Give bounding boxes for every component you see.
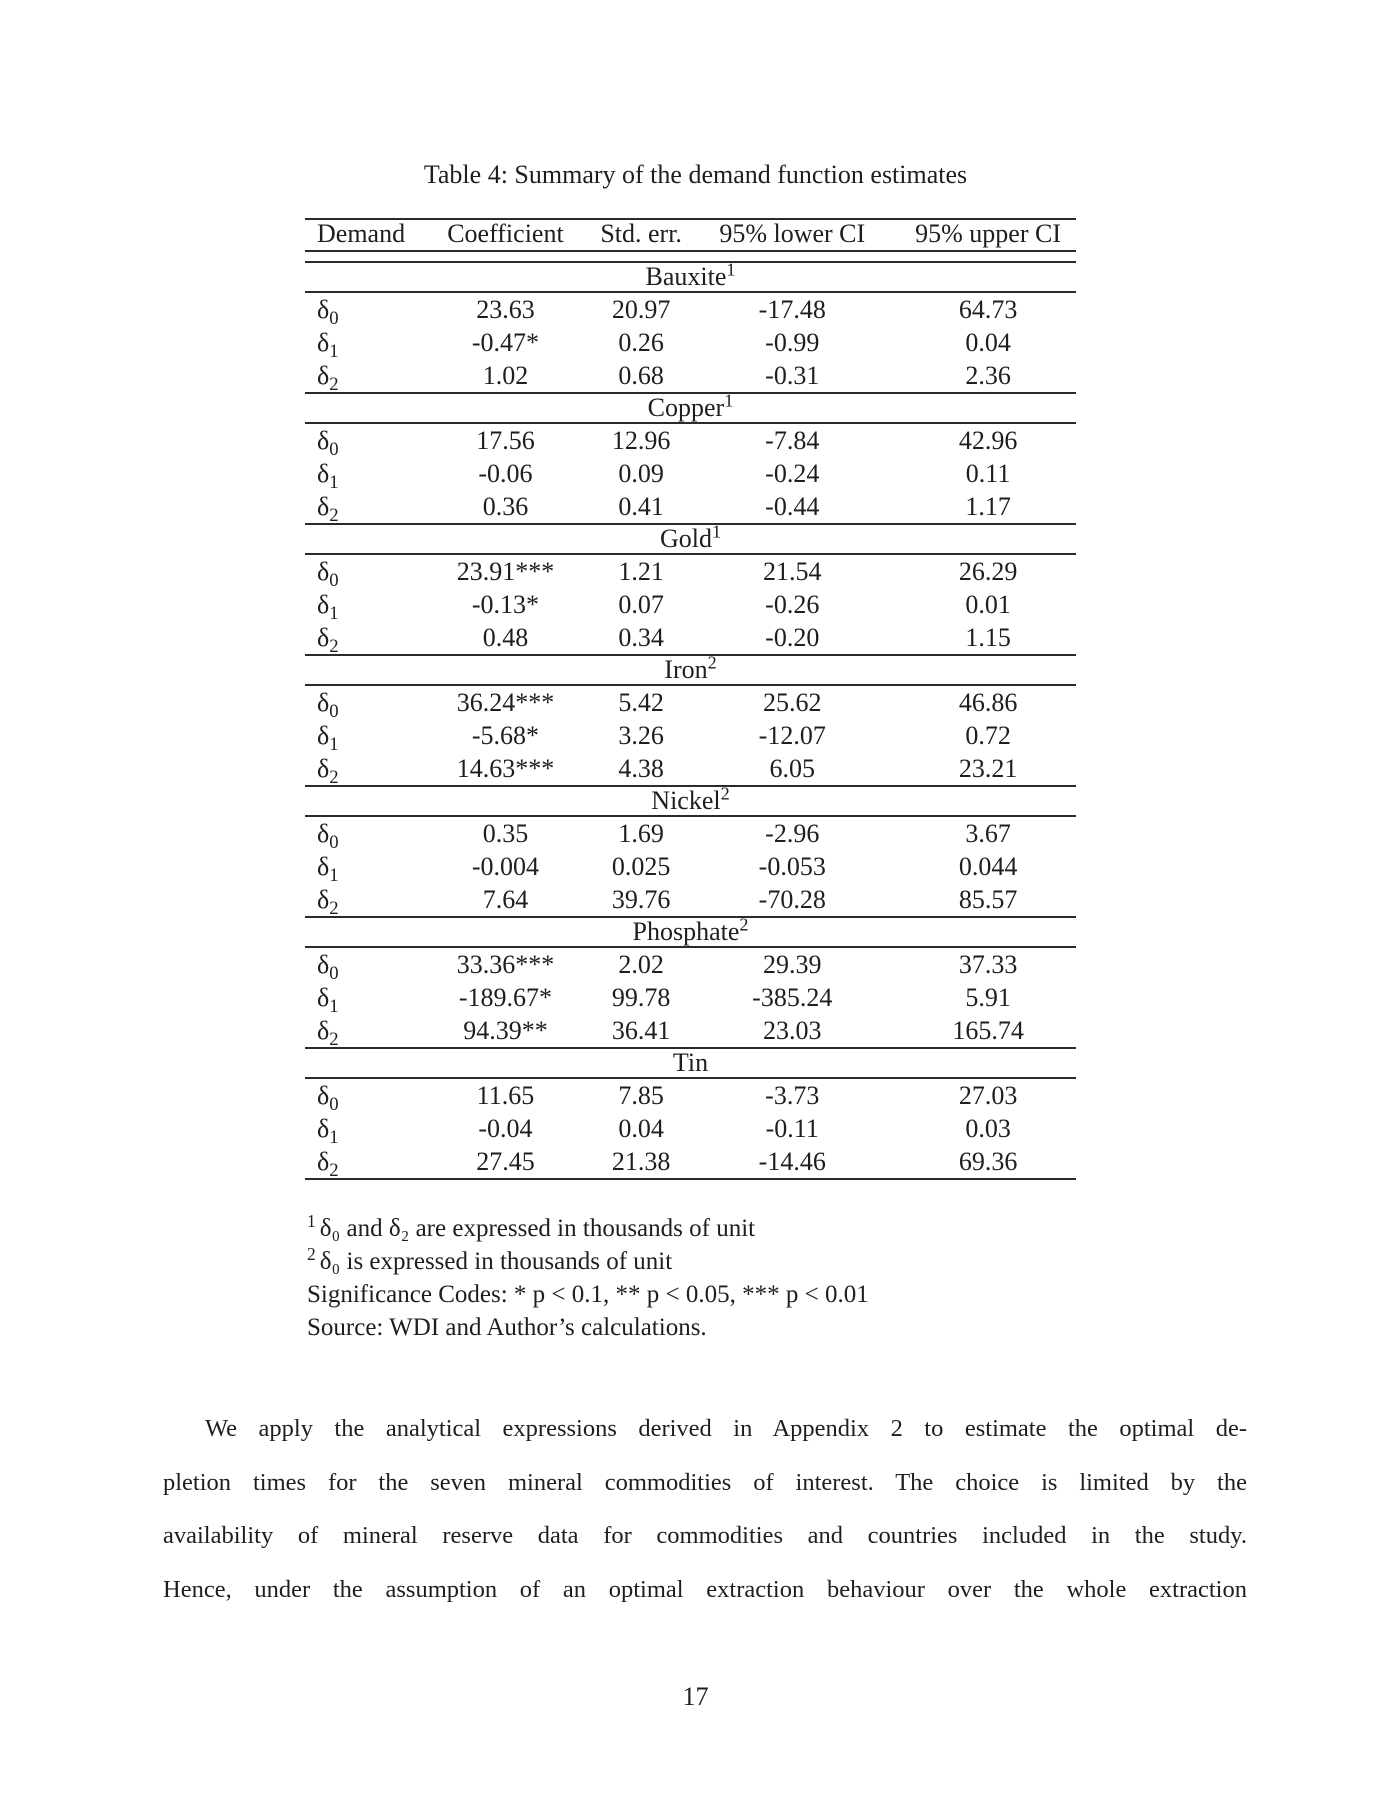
table-row	[305, 948, 1076, 985]
table-cell: 42.96	[958, 426, 1018, 455]
row-label-subscript: 2	[329, 767, 339, 789]
row-label-subscript: 0	[329, 570, 339, 592]
table-cell: 7.85	[618, 1081, 664, 1110]
table-cell: 1.69	[618, 819, 664, 848]
row-label-subscript: 0	[329, 832, 339, 854]
table-cell: 12.96	[611, 426, 671, 455]
paragraph-line: availability of mineral reserve data for commodities and countries included in the study.	[163, 1522, 1247, 1549]
table-cell: 0.04	[965, 328, 1011, 357]
delta-symbol: δ	[317, 754, 330, 783]
table-cell: 46.86	[958, 688, 1018, 717]
row-label-subscript: 0	[329, 1094, 339, 1116]
row-label-subscript: 2	[329, 1160, 339, 1182]
delta-symbol: δ	[317, 557, 330, 586]
body-paragraph	[163, 1402, 1247, 1616]
table-cell: 2.36	[965, 361, 1011, 390]
row-label	[305, 588, 413, 625]
delta-symbol: δ	[317, 819, 330, 848]
table-cell: 165.74	[952, 1016, 1024, 1045]
table-cell: 0.48	[482, 623, 529, 652]
row-label-subscript: 1	[329, 865, 339, 887]
footnote-text: Significance Codes: * p < 0.1, ** p < 0.05, *** p < 0.01	[307, 1281, 869, 1308]
row-label-subscript: 1	[329, 734, 339, 756]
delta-symbol: δ	[317, 1016, 330, 1045]
delta-symbol: δ	[317, 885, 330, 914]
table-cell: -0.11	[765, 1114, 819, 1143]
demand-estimates-table	[305, 218, 1076, 1180]
table-row	[305, 981, 1076, 1018]
table-cell: -189.67*	[458, 983, 553, 1012]
paragraph-line: pletion times for the seven mineral commodities of interest. The choice is limited by the	[163, 1468, 1247, 1496]
table-row	[305, 850, 1076, 887]
paragraph-line: We apply the analytical expressions derived in Appendix 2 to estimate the optimal de-	[205, 1415, 1247, 1442]
table-cell: 0.07	[618, 590, 664, 619]
row-label	[305, 1079, 413, 1116]
delta-symbol: δ	[317, 950, 330, 979]
footnote-text: δ₀ and δ₂ are expressed in thousands of unit	[319, 1215, 756, 1242]
footnote-text: δ₀ is expressed in thousands of unit	[319, 1248, 673, 1275]
row-label	[305, 686, 413, 723]
delta-symbol: δ	[317, 852, 330, 881]
table-cell: 0.044	[958, 852, 1018, 881]
section-title	[305, 914, 1076, 946]
table-cell: -0.47*	[471, 328, 540, 357]
table-cell: 37.33	[958, 950, 1018, 979]
table-cell: 0.26	[618, 328, 664, 357]
section-title-text: Gold	[659, 524, 712, 553]
table-cell: 94.39**	[463, 1016, 548, 1045]
row-label	[305, 457, 413, 494]
table-cell: -0.053	[758, 852, 826, 881]
table-cell: 0.03	[965, 1114, 1011, 1143]
section-title-text: Bauxite	[645, 262, 727, 291]
footnote-text: Source: WDI and Author’s calculations.	[307, 1314, 707, 1341]
table-cell: 0.01	[965, 590, 1011, 619]
delta-symbol: δ	[317, 361, 330, 390]
section-title	[305, 783, 1076, 815]
row-label-subscript: 2	[329, 898, 339, 920]
section-footnote-marker: 2	[739, 914, 749, 935]
section-title	[305, 390, 1076, 422]
row-label	[305, 359, 413, 396]
row-label	[305, 1014, 413, 1051]
table-cell: -0.04	[478, 1114, 533, 1143]
table-cell: 69.36	[958, 1147, 1018, 1176]
table-cell: -70.28	[758, 885, 826, 914]
table-cell: -0.44	[765, 492, 820, 521]
row-label	[305, 850, 413, 887]
table-cell: -12.07	[758, 721, 826, 750]
table-cell: 3.67	[965, 819, 1011, 848]
table-cell: 11.65	[476, 1081, 535, 1110]
table-cell: -0.13*	[471, 590, 540, 619]
table-cell: 36.24***	[456, 688, 555, 717]
table-row	[305, 588, 1076, 625]
table-cell: -14.46	[758, 1147, 826, 1176]
column-header: Coefficient	[447, 219, 564, 248]
section-footnote-marker: 2	[720, 783, 730, 804]
delta-symbol: δ	[317, 1114, 330, 1143]
table-row	[305, 457, 1076, 494]
table-cell: 0.09	[618, 459, 664, 488]
table-cell: 23.03	[763, 1016, 822, 1045]
table-cell: 0.04	[618, 1114, 664, 1143]
table-row	[305, 1079, 1076, 1116]
header-gap	[305, 252, 1076, 261]
page-number: 17	[682, 1682, 709, 1711]
row-label-subscript: 1	[329, 472, 339, 494]
table-cell: 21.54	[763, 557, 822, 586]
table-cell: -0.20	[765, 623, 820, 652]
row-label	[305, 490, 413, 527]
table-footnotes	[307, 1212, 869, 1344]
footnote-line	[307, 1245, 869, 1278]
row-label	[305, 326, 413, 363]
row-label	[305, 752, 413, 789]
delta-symbol: δ	[317, 426, 330, 455]
table-cell: -0.004	[471, 852, 540, 881]
delta-symbol: δ	[317, 688, 330, 717]
row-label	[305, 621, 413, 658]
row-label-subscript: 2	[329, 505, 339, 527]
table-cell: 1.17	[965, 492, 1011, 521]
footnote-marker: 2	[307, 1243, 316, 1264]
footnote-line	[307, 1212, 869, 1245]
delta-symbol: δ	[317, 623, 330, 652]
table-cell: 33.36***	[456, 950, 555, 979]
table-row	[305, 621, 1076, 658]
row-label-subscript: 0	[329, 439, 339, 461]
table-row	[305, 686, 1076, 723]
table-row	[305, 719, 1076, 756]
table-cell: 0.35	[482, 819, 529, 848]
row-label	[305, 1112, 413, 1149]
table-cell: 0.11	[965, 459, 1011, 488]
delta-symbol: δ	[317, 590, 330, 619]
table-row	[305, 359, 1076, 396]
section-title-text: Nickel	[651, 786, 721, 815]
table-row	[305, 555, 1076, 592]
delta-symbol: δ	[317, 459, 330, 488]
table-header-row	[305, 220, 1076, 250]
row-label-subscript: 0	[329, 701, 339, 723]
table-cell: 0.68	[618, 361, 664, 390]
table-cell: -0.06	[478, 459, 533, 488]
row-label-subscript: 1	[329, 603, 339, 625]
table-cell: -0.99	[765, 328, 820, 357]
row-label	[305, 293, 413, 330]
row-label-subscript: 0	[329, 308, 339, 330]
table-bottom-rule	[305, 1178, 1076, 1180]
row-label-subscript: 1	[329, 996, 339, 1018]
table-cell: 99.78	[611, 983, 671, 1012]
section-footnote-marker: 2	[707, 652, 717, 673]
section-title	[305, 521, 1076, 553]
row-label	[305, 948, 413, 985]
delta-symbol: δ	[317, 328, 330, 357]
delta-symbol: δ	[317, 983, 330, 1012]
section-title-text: Tin	[672, 1048, 709, 1077]
section-title	[305, 1049, 1076, 1077]
section-title-text: Iron	[664, 655, 708, 684]
delta-symbol: δ	[317, 295, 330, 324]
table-row	[305, 817, 1076, 854]
table-cell: -385.24	[752, 983, 833, 1012]
table-cell: 85.57	[958, 885, 1018, 914]
table-row	[305, 490, 1076, 527]
table-cell: -17.48	[758, 295, 826, 324]
table-row	[305, 293, 1076, 330]
footnote-line	[307, 1278, 869, 1311]
table-cell: 14.63***	[456, 754, 555, 783]
row-label-subscript: 2	[329, 636, 339, 658]
section-footnote-marker: 1	[724, 390, 734, 411]
table-cell: 39.76	[611, 885, 671, 914]
row-label	[305, 981, 413, 1018]
section-title-text: Phosphate	[632, 917, 740, 946]
table-row	[305, 883, 1076, 920]
table-cell: 23.63	[476, 295, 535, 324]
row-label	[305, 424, 413, 461]
table-row	[305, 1145, 1076, 1182]
table-cell: 21.38	[611, 1147, 671, 1176]
table-cell: 25.62	[763, 688, 822, 717]
table-row	[305, 752, 1076, 789]
table-cell: -5.68*	[471, 721, 540, 750]
paragraph-line: Hence, under the assumption of an optimal extraction behaviour over the whole extraction	[163, 1575, 1247, 1603]
table-cell: -0.31	[765, 361, 820, 390]
table-cell: 1.02	[482, 361, 529, 390]
table-cell: 0.72	[965, 721, 1011, 750]
table-cell: -3.73	[765, 1081, 820, 1110]
row-label	[305, 719, 413, 756]
section-title	[305, 259, 1076, 291]
row-label-subscript: 0	[329, 963, 339, 985]
table-cell: 5.42	[618, 688, 664, 717]
table-cell: 29.39	[763, 950, 822, 979]
table-caption: Table 4: Summary of the demand function estimates	[423, 160, 968, 189]
column-header: 95% upper CI	[915, 219, 1061, 248]
table-row	[305, 326, 1076, 363]
table-cell: 23.91***	[456, 557, 555, 586]
column-header: 95% lower CI	[719, 219, 866, 248]
table-cell: 7.64	[482, 885, 529, 914]
table-row	[305, 424, 1076, 461]
table-cell: 23.21	[958, 754, 1018, 783]
table-cell: -0.24	[765, 459, 820, 488]
row-label-subscript: 1	[329, 341, 339, 363]
table-cell: -7.84	[765, 426, 820, 455]
footnote-line	[307, 1311, 869, 1344]
row-label-subscript: 2	[329, 374, 339, 396]
row-label	[305, 883, 413, 920]
delta-symbol: δ	[317, 1081, 330, 1110]
table-cell: 3.26	[618, 721, 664, 750]
table-cell: 0.34	[618, 623, 664, 652]
footnote-marker: 1	[307, 1210, 316, 1231]
row-label	[305, 817, 413, 854]
row-label	[305, 555, 413, 592]
table-cell: -2.96	[765, 819, 820, 848]
table-row	[305, 1014, 1076, 1051]
row-label-subscript: 2	[329, 1029, 339, 1051]
column-header: Std. err.	[600, 219, 682, 248]
table-cell: 27.03	[958, 1081, 1018, 1110]
table-cell: 1.15	[965, 623, 1011, 652]
table-cell: 64.73	[958, 295, 1018, 324]
section-footnote-marker: 1	[726, 259, 736, 280]
delta-symbol: δ	[317, 492, 330, 521]
table-cell: 1.21	[618, 557, 664, 586]
table-cell: 0.41	[618, 492, 664, 521]
row-label-subscript: 1	[329, 1127, 339, 1149]
delta-symbol: δ	[317, 721, 330, 750]
row-label	[305, 1145, 413, 1182]
table-row	[305, 1112, 1076, 1149]
section-title	[305, 652, 1076, 684]
table-cell: 27.45	[476, 1147, 535, 1176]
table-cell: 2.02	[618, 950, 664, 979]
table-cell: 6.05	[769, 754, 815, 783]
column-header: Demand	[317, 219, 406, 248]
table-cell: 20.97	[611, 295, 671, 324]
table-cell: 5.91	[965, 983, 1011, 1012]
section-title-text: Copper	[647, 393, 725, 422]
table-cell: 36.41	[611, 1016, 671, 1045]
table-cell: 4.38	[618, 754, 664, 783]
delta-symbol: δ	[317, 1147, 330, 1176]
section-footnote-marker: 1	[711, 521, 722, 542]
table-cell: -0.26	[765, 590, 820, 619]
table-cell: 26.29	[958, 557, 1018, 586]
table-cell: 0.025	[611, 852, 671, 881]
table-cell: 17.56	[476, 426, 535, 455]
table-cell: 0.36	[482, 492, 529, 521]
